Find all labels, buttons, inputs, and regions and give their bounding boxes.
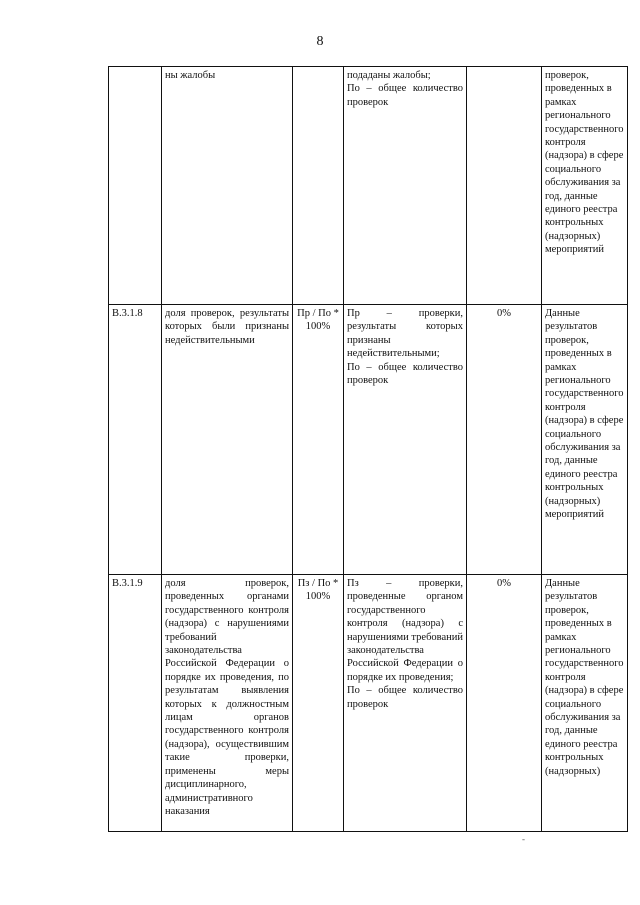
row-description — [344, 305, 467, 575]
row-formula: Пз / По * 100% — [293, 575, 344, 832]
row-description — [344, 67, 467, 305]
row-target: 0% — [467, 575, 542, 832]
indicators-table — [108, 66, 628, 832]
row-description-text: Пз – проверки, проведенные органом государственного контроля (надзора) с нарушениями требований законодательства Российской Федерации о порядке их проведения; По – общее количество проверок — [347, 578, 463, 710]
row-source: проверок, проведенных в рамках регионального государственного контроля (надзора) в сфере социального обслуживания за год, данные единого реестра контрольных (надзорных) мероприятий — [542, 67, 628, 305]
page-number: 8 — [316, 34, 324, 49]
table-row — [109, 305, 628, 575]
row-target — [467, 67, 542, 305]
row-formula — [293, 67, 344, 305]
row-description-text: Пр – проверки, результаты которых признаны недействительными; По – общее количество проверок — [347, 308, 463, 387]
row-source: Данные результатов проверок, проведенных в рамках регионального государственного контроля (надзора) в сфере социального обслуживания за год, данные единого реестра контрольных (надзорных) — [542, 575, 628, 832]
row-code: В.3.1.8 — [109, 305, 162, 575]
table-row — [109, 67, 628, 305]
table-row — [109, 575, 628, 832]
scan-mark: - — [522, 834, 525, 844]
row-code: В.3.1.9 — [109, 575, 162, 832]
row-name: ны жалобы — [162, 67, 293, 305]
row-code — [109, 67, 162, 305]
row-target: 0% — [467, 305, 542, 575]
row-formula: Пр / По * 100% — [293, 305, 344, 575]
row-description — [344, 575, 467, 832]
row-name: доля проверок, результаты которых были признаны недействительными — [162, 305, 293, 575]
row-source: Данные результатов проверок, проведенных в рамках регионального государственного контроля (надзора) в сфере социального обслуживания за год, данные единого реестра контрольных (надзорных) мероприятий — [542, 305, 628, 575]
row-name: доля проверок, проведенных органами государственного контроля (надзора) с нарушениями требований законодательства Российской Федерации о порядке их проведения, по результатам выявления которых к должностным лицам органов государственного контроля (надзора), осуществившим такие проверки, применены меры дисциплинарного, административного наказания — [162, 575, 293, 832]
row-description-text: подаданы жалобы; По – общее количество проверок — [347, 70, 463, 108]
